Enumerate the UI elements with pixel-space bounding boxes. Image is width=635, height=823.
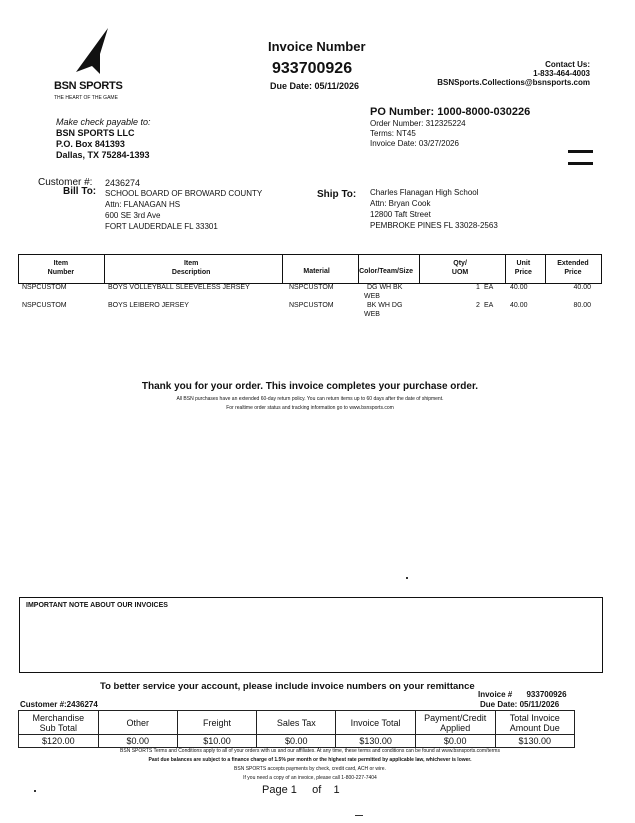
summary-header: Amount Due: [509, 722, 560, 733]
item-material: NSPCUSTOM: [289, 284, 334, 291]
bill-to-address: [105, 188, 262, 232]
summary-header: Sub Total: [39, 722, 77, 733]
ship-to-line: PEMBROKE PINES FL 33028-2563: [370, 221, 498, 230]
ship-to-address: [370, 187, 498, 231]
summary-header: Freight: [203, 717, 232, 728]
summary-value: $0.00: [257, 735, 336, 748]
bill-to-line: Attn: FLANAGAN HS: [105, 200, 181, 209]
summary-value: $10.00: [177, 735, 256, 748]
item-unit-price: 40.00: [510, 302, 528, 309]
item-ext-price: 40.00: [573, 284, 591, 291]
invoice-date: Invoice Date: 03/27/2026: [370, 139, 459, 148]
item-number: NSPCUSTOM: [22, 302, 67, 309]
footer-line-1: BSN SPORTS Terms and Conditions apply to all of your orders with us and our affiliates. At any time, these terms and conditions can be found at www.bsnsports.com/terms: [120, 748, 500, 754]
ship-to-line: 12800 Taft Street: [370, 210, 431, 219]
bsn-logo: [54, 26, 134, 102]
contact-phone: 1-833-464-4003: [533, 69, 590, 78]
item-color: BK WH DG: [367, 302, 403, 309]
item-ext-price: 80.00: [573, 302, 591, 309]
items-header: [18, 254, 602, 284]
summary-header: Other: [126, 717, 150, 728]
item-uom: EA: [484, 284, 494, 291]
item-number: NSPCUSTOM: [22, 284, 67, 291]
marker-bar: [568, 162, 593, 165]
bill-to-line: SCHOOL BOARD OF BROWARD COUNTY: [105, 189, 263, 198]
col-header: Unit: [516, 260, 531, 267]
item-color: WEB: [364, 311, 380, 318]
item-color: WEB: [364, 293, 380, 300]
item-description: BOYS LEIBERO JERSEY: [108, 302, 189, 309]
summary-value: $130.00: [336, 735, 415, 748]
remit-customer: Customer #:2436274: [20, 700, 98, 709]
remit-heading: To better service your account, please include invoice numbers on your remittance: [100, 681, 475, 692]
po-block: [370, 106, 530, 149]
col-header: Description: [171, 269, 211, 276]
thanks-main: Thank you for your order. This invoice completes your purchase order.: [141, 381, 479, 392]
logo-tagline: THE HEART OF THE GAME: [54, 95, 118, 101]
summary-header: Sales Tax: [276, 717, 316, 728]
bill-to-label: Bill To:: [63, 186, 97, 197]
contact-email: BSNSports.Collections@bsnsports.com: [437, 78, 590, 87]
summary-value: $130.00: [495, 735, 574, 748]
footer-line-4: If you need a copy of an invoice, please call 1-800-227-7404: [243, 775, 377, 781]
table-row: [0, 302, 635, 322]
summary-header: Total Invoice: [509, 712, 560, 723]
item-unit-price: 40.00: [510, 284, 528, 291]
bill-to-line: FORT LAUDERDALE FL 33301: [105, 222, 218, 231]
item-color: DG WH BK: [367, 284, 403, 291]
important-note-box: [19, 597, 603, 673]
item-material: NSPCUSTOM: [289, 302, 334, 309]
col-header: Price: [564, 269, 582, 276]
ship-to-line: Charles Flanagan High School: [370, 188, 479, 197]
item-uom: EA: [484, 302, 494, 309]
summary-value: $0.00: [415, 735, 495, 748]
important-note-title: IMPORTANT NOTE ABOUT OUR INVOICES: [26, 602, 168, 609]
order-number: Order Number: 312325224: [370, 119, 466, 128]
col-header: Qty/: [453, 260, 467, 267]
scan-mark: [355, 815, 363, 816]
page-number: Page 1 of 1: [262, 784, 340, 796]
po-number: PO Number: 1000-8000-030226: [370, 106, 531, 118]
summary-header: Applied: [440, 722, 471, 733]
summary-value: $120.00: [19, 735, 99, 748]
col-header: Material: [303, 267, 330, 275]
contact-label: Contact Us:: [545, 60, 590, 69]
col-header: Price: [514, 269, 532, 276]
table-row: [0, 284, 635, 304]
invoice-number: 933700926: [272, 60, 353, 77]
payable-intro: Make check payable to:: [56, 117, 151, 127]
item-qty: 2: [476, 302, 480, 309]
remit-invoice-number: 933700926: [526, 690, 567, 699]
scan-dot: [406, 577, 408, 579]
col-header: Extended: [557, 260, 589, 267]
payable-block: [56, 117, 151, 161]
footer-line-2: Past due balances are subject to a finance charge of 1.5% per month or the highest rate permitted by applicable law, whichever is lower.: [148, 757, 472, 763]
payable-city: Dallas, TX 75284-1393: [56, 150, 150, 160]
col-header: Number: [47, 269, 75, 276]
summary-header: Invoice Total: [350, 717, 401, 728]
summary-value: $0.00: [98, 735, 177, 748]
terms: Terms: NT45: [370, 129, 416, 138]
summary-header: Payment/Credit: [424, 712, 487, 723]
logo-brand: BSN SPORTS: [54, 80, 123, 92]
col-header: Item: [183, 260, 199, 267]
scan-dot: [34, 790, 36, 792]
col-header: Color/Team/Size: [359, 267, 414, 275]
item-description: BOYS VOLLEYBALL SLEEVELESS JERSEY: [108, 284, 250, 291]
ship-to-label: Ship To:: [317, 189, 357, 200]
invoice-title: Invoice Number: [268, 39, 366, 54]
thanks-line-2: For realtime order status and tracking information go to www.bsnsports.com: [226, 405, 394, 411]
item-qty: 1: [476, 284, 480, 291]
summary-header: Merchandise: [32, 712, 85, 723]
col-header: UOM: [451, 269, 469, 276]
customer-label: Customer #:: [38, 177, 93, 188]
invoice-due-date: Due Date: 05/11/2026: [270, 81, 360, 91]
col-header: Item: [53, 260, 69, 267]
summary-table: [18, 710, 575, 748]
payable-name: BSN SPORTS LLC: [56, 128, 135, 138]
remit-due: Due Date: 05/11/2026: [480, 700, 560, 709]
footer-line-3: BSN SPORTS accepts payments by check, credit card, ACH or wire.: [234, 766, 386, 772]
remit-invoice-label: Invoice #: [478, 690, 513, 699]
payable-box: P.O. Box 841393: [56, 139, 125, 149]
marker-bar: [568, 150, 593, 153]
ship-to-line: Attn: Bryan Cook: [370, 199, 431, 208]
thanks-line-1: All BSN purchases have an extended 60-day return policy. You can return items up to 60 days after the date of shipment.: [176, 396, 444, 402]
bill-to-line: 600 SE 3rd Ave: [105, 211, 161, 220]
customer-number: 2436274: [105, 178, 141, 188]
logo-mark-icon: [70, 26, 130, 76]
remit-invoice: [478, 690, 567, 699]
